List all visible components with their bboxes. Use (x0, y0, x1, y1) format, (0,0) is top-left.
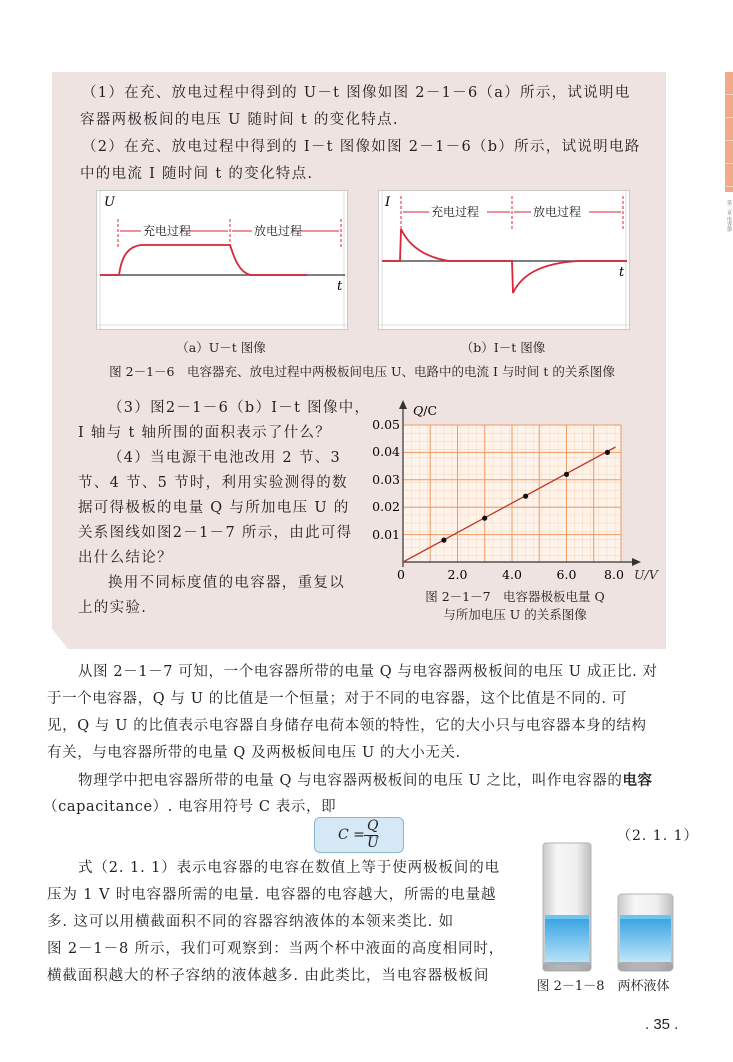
svg-text:2.0: 2.0 (447, 567, 468, 582)
page-number: . 35 . (645, 1016, 679, 1033)
equation-number: （2. 1. 1） (617, 828, 699, 844)
body-p2-line-1 (78, 767, 653, 795)
u-axis-arrow-icon (632, 558, 641, 566)
svg-text:0: 0 (397, 567, 405, 582)
svg-text:0.01: 0.01 (372, 527, 400, 542)
question-2-line-1: （2）在充、放电过程中得到的 I－t 图像如图 2－1－6（b）所示，试说明电路 (82, 139, 641, 155)
two-glasses-illustration (538, 840, 678, 975)
question-4-line-5: 出什么结论？ (78, 550, 173, 566)
question-4-line-1: （4）当电源干电池改用 2 节、3 (108, 450, 341, 466)
svg-text:0.02: 0.02 (372, 499, 400, 514)
q-axis-arrow-icon (399, 400, 407, 409)
figure-2-1-8-caption: 图 2－1－8 两杯液体 (536, 979, 670, 994)
charge-process-label: 充电过程 (143, 224, 192, 238)
discharge-process-label: 放电过程 (533, 205, 582, 219)
t-axis-label: t (619, 265, 625, 280)
discharge-process-label: 放电过程 (254, 224, 303, 238)
figure-2-1-6a-frame (96, 190, 348, 330)
q-u-chart (370, 395, 660, 590)
question-1-line-2: 容器两极板间的电压 U 随时间 t 的变化特点. (80, 112, 399, 128)
question-1-line-1: （1）在充、放电过程中得到的 U－t 图像如图 2－1－6（a）所示，试说明电 (82, 85, 631, 101)
body-p1-line-4: 有关，与电容器所带的电量 Q 及两极板间电压 U 的大小无关. (47, 745, 461, 761)
svg-text:6.0: 6.0 (556, 567, 577, 582)
svg-text:0.05: 0.05 (372, 417, 400, 432)
u-axis-label: U (104, 195, 115, 210)
side-tab-dividers (726, 72, 733, 192)
body-p3-line-2: 压为 1 V 时电容器所需的电量. 电容器的电容越大，所需的电量越 (47, 887, 497, 903)
capacitance-formula: C = Q U (338, 818, 379, 851)
figure-2-1-6-caption: 图 2－1－6 电容器充、放电过程中两极板间电压 U、电路中的电流 I 与时间 t 的关系图像 (109, 364, 615, 379)
question-4-line-4: 关系图线如图2－1－7 所示，由此可得 (78, 525, 353, 541)
question-5-line-2: 上的实验. (78, 600, 148, 616)
body-p1-line-2: 于一个电容器，Q 与 U 的比值是一个恒量；对于不同的电容器，这个比值是不同的. 可 (47, 691, 627, 707)
question-3-line-2: I 轴与 t 轴所围的面积表示了什么？ (78, 425, 332, 441)
tall-glass (543, 843, 591, 971)
body-p3-line-5: 横截面积越大的杯子容纳的液体越多. 由此类比，当电容器极板间 (47, 968, 490, 984)
term-capacitance: 电容 (622, 772, 653, 789)
question-4-line-2: 节、4 节、5 节时，利用实验测得的数 (78, 475, 348, 491)
i-t-chart (379, 191, 629, 329)
body-p1-line-1: 从图 2－1－7 可知，一个电容器所带的电量 Q 与电容器两极板间的电压 U 成正比. 对 (78, 664, 658, 680)
svg-text:0.03: 0.03 (372, 472, 400, 487)
chapter-side-label: 第二章 电容器 (726, 200, 732, 232)
svg-text:Q/C: Q/C (413, 403, 438, 418)
question-3-line-1: （3）图2－1－6（b）I－t 图像中， (108, 400, 371, 416)
charge-process-label: 充电过程 (431, 205, 480, 219)
svg-text:U/V: U/V (634, 567, 658, 582)
u-t-chart (97, 191, 347, 329)
figure-2-1-6a-subcaption: （a）U－t 图像 (176, 340, 266, 355)
body-p3-line-3: 多. 这可以用横截面积不同的容器容纳液体的本领来类比. 如 (47, 914, 455, 930)
body-p2-line-2: （capacitance）. 电容用符号 C 表示，即 (43, 799, 337, 815)
svg-text:0.04: 0.04 (372, 444, 400, 459)
u-curve (100, 245, 307, 275)
question-4-line-3: 据可得极板的电量 Q 与所加电压 U 的 (78, 500, 350, 516)
figure-2-1-6b-subcaption: （b）I－t 图像 (460, 340, 546, 355)
body-p3-line-1: 式（2. 1. 1）表示电容器的电容在数值上等于使两极板间的电 (78, 860, 501, 876)
question-5-line-1: 换用不同标度值的电容器，重复以 (108, 575, 345, 591)
svg-text:4.0: 4.0 (502, 567, 522, 582)
formula-box (314, 817, 404, 853)
body-p3-line-4: 图 2－1－8 所示，我们可观察到：当两个杯中液面的高度相同时， (47, 941, 505, 957)
svg-text:8.0: 8.0 (604, 567, 624, 582)
t-axis-label: t (337, 279, 343, 294)
wide-glass (618, 894, 673, 971)
figure-2-1-7-caption-line-1: 图 2－1－7 电容器极板电量 Q (425, 589, 605, 604)
figure-2-1-7-caption-line-2: 与所加电压 U 的关系图像 (443, 607, 587, 622)
figure-2-1-6b-frame (378, 190, 630, 330)
body-p1-line-3: 见，Q 与 U 的比值表示电容器自身储存电荷本领的特性，它的大小只与电容器本身的结构 (47, 718, 647, 734)
question-2-line-2: 中的电流 I 随时间 t 的变化特点. (80, 166, 314, 182)
body-p2-text: 物理学中把电容器所带的电量 Q 与电容器两极板间的电压 U 之比，叫作电容器的 (78, 773, 623, 789)
i-axis-label: I (385, 195, 391, 210)
